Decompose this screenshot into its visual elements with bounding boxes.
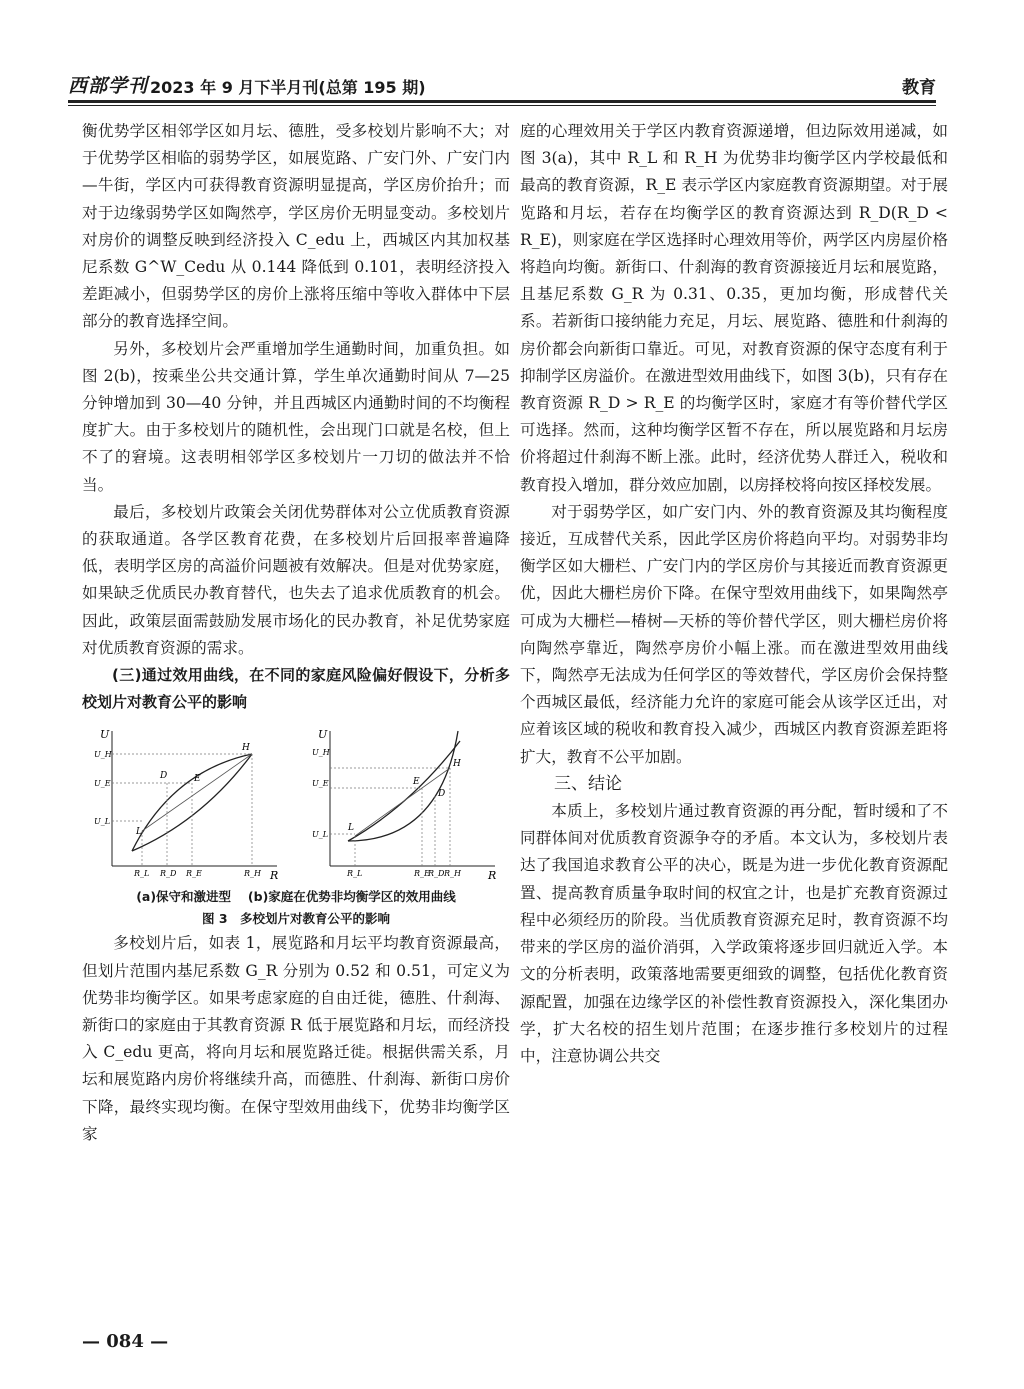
right-paragraph-1: 庭的心理效用关于学区内教育资源递增，但边际效用递减，如图 3(a)，其中 R_L 和 R_H 为优势非均衡学区内学校最低和最高的教育资源，R_E 表示学区内家庭教育资源期望。对于展览路和月坛，若存在均衡学区的教育资源达到 R_D(R_D < R_E)，则家庭在学区选择时心理效用等价，两学区内房屋价格将趋向均衡。新街口、什刹海的教育资源接近月坛和展览路，且基尼系数 G_R 为 0.31、0.35，更加均衡，形成替代关系。若新街口接纳能力充足，月坛、展览路、德胜和什刹海的房价都会向新街口靠近。可见，对教育资源的保守态度有利于抑制学区房溢价。在激进型效用曲线下，如图 3(b)，只有存在教育资源 R_D > R_E 的均衡学区时，家庭才有等价替代学区可选择。然而，这种均衡学区暂不存在，所以展览路和月坛房价将超过什刹海不断上涨。此时，经济优势人群迁入，税收和教育投入增加，群分效应加剧，以房择校将向按区择校发展。 <box>520 122 948 494</box>
tick-rd: R_D <box>428 869 445 879</box>
utility-chart-a <box>92 726 282 881</box>
tick-rh: R_H <box>444 869 461 879</box>
point-l: L <box>136 827 142 838</box>
point-l: L <box>348 823 354 834</box>
x-axis-label: R <box>270 869 279 882</box>
right-paragraph-3: 本质上，多校划片通过教育资源的再分配，暂时缓和了不同群体间对优质教育资源争夺的矛盾。本文认为，多校划片表达了我国追求教育公平的决心，既是为进一步优化教育资源配置、提高教育质量争取时间的权宜之计，也是扩充教育资源过程中必须经历的阶段。当优质教育资源充足时，教育资源不均带来的学区房的溢价消弭，入学政策将逐步回归就近入学。本文的分析表明，政策落地需要更细致的调整，包括优化教育资源配置，加强在边缘学区的补偿性教育资源投入，深化集团办学，扩大名校的招生划片范围；在逐步推行多校划片的过程中，注意协调公共交 <box>520 802 948 1065</box>
tick-rh: R_H <box>244 869 261 879</box>
convex-curve <box>348 731 458 841</box>
left-paragraph-1: 衡优势学区相邻学区如月坛、德胜，受多校划片影响不大；对于优势学区相临的弱势学区，如展览路、广安门外、广安门内—牛街，学区内可获得教育资源明显提高，学区房价抬升；而对于边缘弱势学区如陶然亭，学区房价无明显变动。多校划片对房价的调整反映到经济投入 C_edu 上，西城区内其加权基尼系数 G^W_Cedu 从 0.144 降低到 0.101，表明经济投入差距减小，但弱势学区的房价上涨将压缩中等收入群体中下层部分的教育选择空间。 <box>82 122 510 331</box>
left-column <box>82 118 510 1148</box>
y-axis-label: U <box>100 728 110 742</box>
tick-ul: U_L <box>312 830 329 840</box>
tick-rl: R_L <box>134 869 150 879</box>
point-h: H <box>242 743 250 754</box>
point-d: D <box>160 771 168 782</box>
x-axis-label: R <box>488 869 497 882</box>
journal-name: 西部学刊 <box>68 75 149 97</box>
figure-title: 图 3 多校划片对教育公平的影响 <box>201 911 391 927</box>
chord-line <box>142 754 252 831</box>
tick-re: R_E <box>186 869 202 879</box>
section-heading-conclusion: 三、结论 <box>554 773 622 794</box>
tick-ue: U_E <box>312 779 329 789</box>
section-name: 教育 <box>902 78 936 98</box>
tick-re: R_E <box>414 869 430 879</box>
header-left <box>68 71 426 98</box>
figure-subcaptions <box>82 886 510 908</box>
header-rule-thin <box>68 105 936 106</box>
utility-chart-b <box>310 726 500 881</box>
point-e: E <box>413 777 420 788</box>
y-axis-label: U <box>318 728 328 742</box>
point-h: H <box>453 759 461 770</box>
tick-uh: U_H <box>312 748 330 758</box>
header-rule <box>68 100 936 103</box>
page-number: — 084 — <box>82 1331 169 1352</box>
tick-ue: U_E <box>94 779 111 789</box>
tick-uh: U_H <box>94 750 112 760</box>
left-paragraph-4: 多校划片后，如表 1，展览路和月坛平均教育资源最高，但划片范围内基尼系数 G_R 分别为 0.52 和 0.51，可定义为优势非均衡学区。如果考虑家庭的自由迁徙，德胜、什刹海、新街口的家庭由于其教育资源 R 低于展览路和月坛，而经济投入 C_edu 更高，将向月坛和展览路迁徙。根据供需关系，月坛和展览路内房价将继续升高，而德胜、什刹海、新街口房价下降，最终实现均衡。在保守型效用曲线下，优势非均衡学区家 <box>82 934 510 1143</box>
point-d: D <box>438 789 446 800</box>
left-paragraph-3: 最后，多校划片政策会关闭优势群体对公立优质教育资源的获取通道。各学区教育花费，在多校划片后回报率普遍降低，表明学区房的高溢价问题被有效解决。但是对优势家庭，如果缺乏优质民办教育替代，也失去了追求优质教育的机会。因此，政策层面需鼓励发展市场化的民办教育，补足优势家庭对优质教育资源的需求。 <box>82 502 510 657</box>
point-e: E <box>194 774 201 785</box>
subsection-heading: (三)通过效用曲线，在不同的家庭风险偏好假设下，分析多校划片对教育公平的影响 <box>82 666 510 712</box>
figure-3 <box>82 716 510 886</box>
caption-a: (a)保守和激进型 <box>136 889 232 905</box>
tick-ul: U_L <box>94 817 111 827</box>
tick-rd: R_D <box>160 869 177 879</box>
page-header <box>68 72 936 98</box>
issue-info: 2023 年 9 月下半月刊(总第 195 期) <box>150 78 426 97</box>
caption-b: (b)家庭在优势非均衡学区的效用曲线 <box>247 889 456 905</box>
left-paragraph-2: 另外，多校划片会严重增加学生通勤时间，加重负担。如图 2(b)，按乘坐公共交通计算，学生单次通勤时间从 7—25 分钟增加到 30—40 分钟，并且西城区内通勤时间的不均衡程度扩大。由于多校划片的随机性，会出现门口就是名校，但上不了的窘境。这表明相邻学区多校划片一刀切的做法并不恰当。 <box>82 339 510 494</box>
right-column <box>520 118 948 1070</box>
right-paragraph-2: 对于弱势学区，如广安门内、外的教育资源及其均衡程度接近，互成替代关系，因此学区房价将趋向平均。对弱势非均衡学区如大栅栏、广安门内的学区房价与其接近而教育资源更优，因此大栅栏房价下降。在保守型效用曲线下，如果陶然亭可成为大栅栏—椿树—天桥的等价替代学区，则大栅栏房价将向陶然亭靠近，陶然亭房价小幅上涨。而在激进型效用曲线下，陶然亭无法成为任何学区的等效替代，学区房价会保持整个西城区最低，经济能力允许的家庭可能会从该学区迁出，对应着该区域的税收和教育投入减少，西城区内教育资源差距将扩大，教育不公平加剧。 <box>520 502 948 766</box>
chord-line <box>355 768 450 836</box>
tick-rl: R_L <box>347 869 363 879</box>
